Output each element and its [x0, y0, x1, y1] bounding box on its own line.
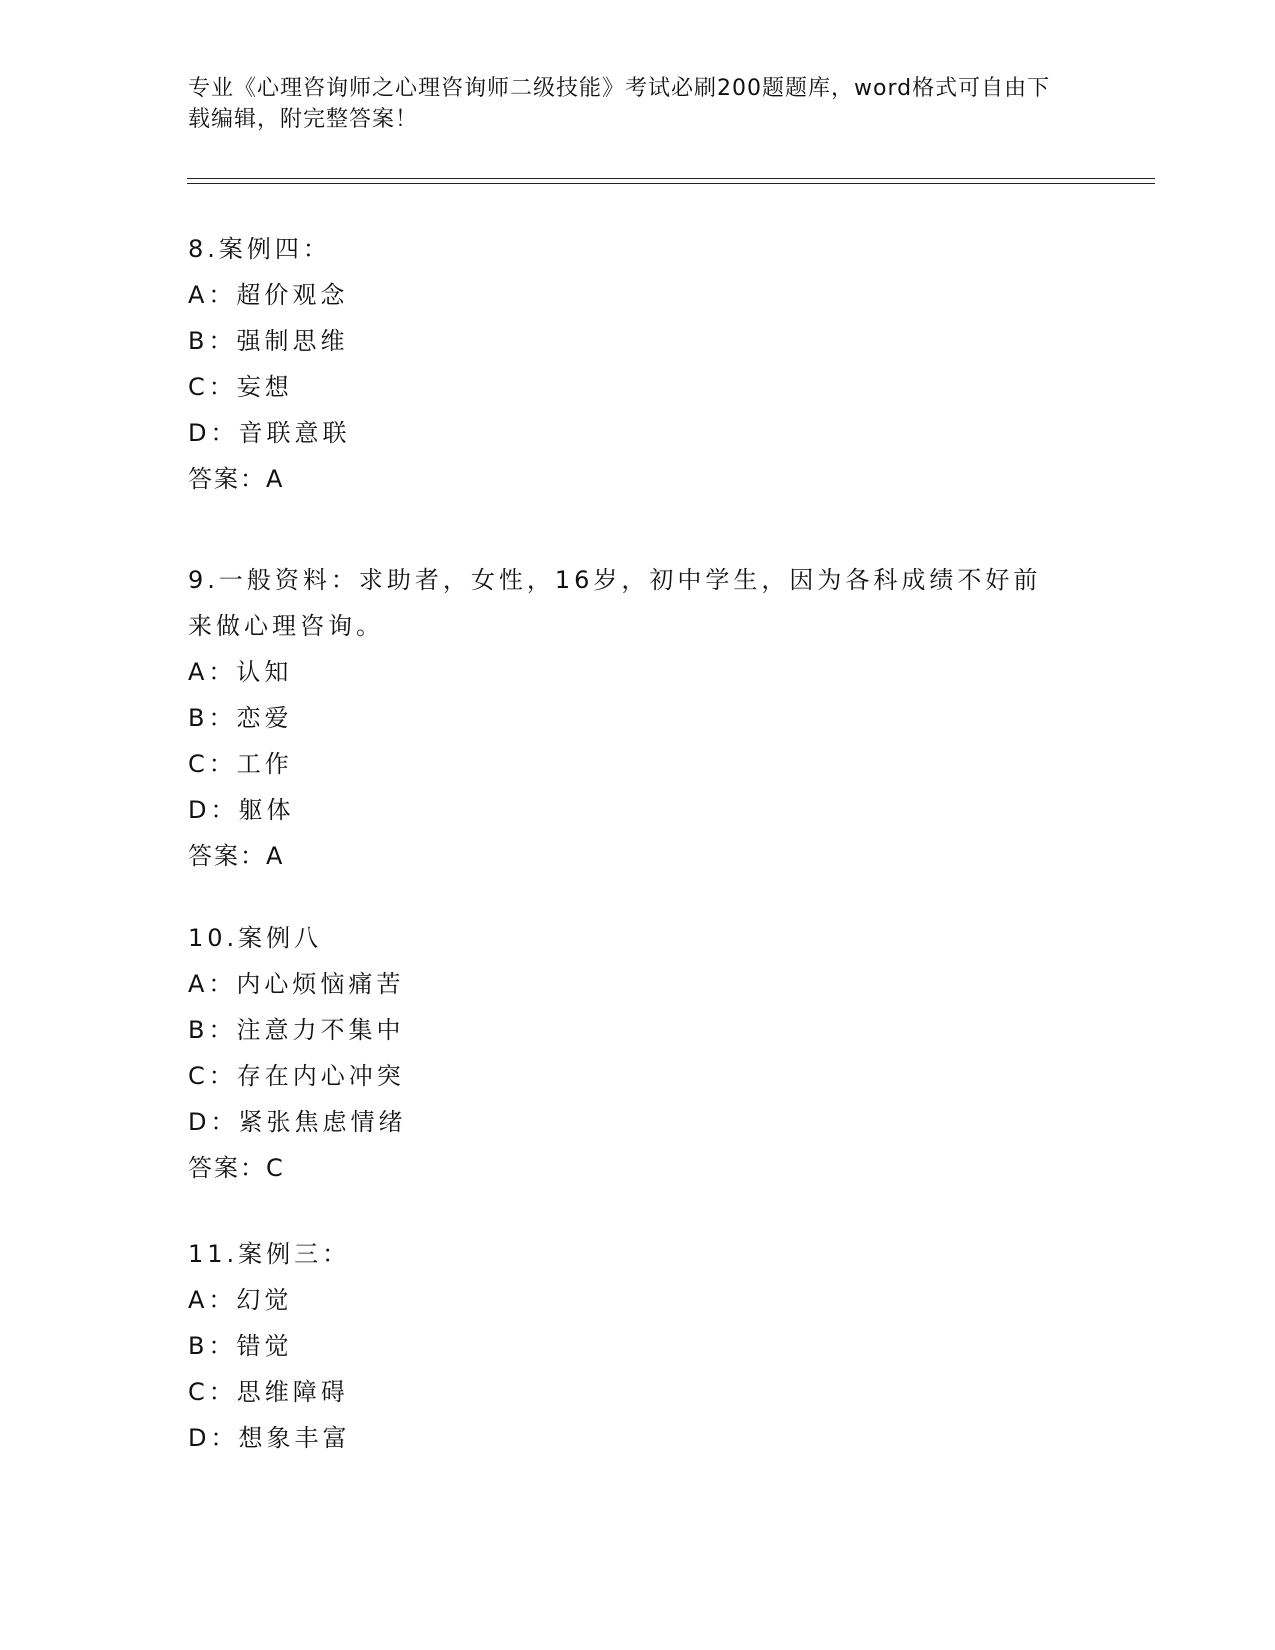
question-10 — [188, 915, 1088, 1191]
answer-line: 答案：A — [188, 465, 285, 493]
header-text: 专业《心理咨询师之心理咨询师二级技能》考试必刷200题题库，word格式可自由下载编辑，附完整答案！ — [188, 76, 1051, 132]
option-c: C：存在内心冲突 — [188, 1062, 405, 1090]
header-divider-bottom — [187, 183, 1155, 184]
question-9 — [188, 557, 1088, 879]
option-b: B：强制思维 — [188, 327, 349, 355]
option-c: C：妄想 — [188, 373, 293, 401]
option-d: D：想象丰富 — [188, 1424, 351, 1452]
option-b: B：恋爱 — [188, 704, 293, 732]
answer-line: 答案：A — [188, 842, 285, 870]
option-b: B：错觉 — [188, 1332, 293, 1360]
document-header — [188, 73, 1068, 135]
option-d: D：音联意联 — [188, 419, 351, 447]
question-stem: 10.案例八 — [188, 924, 323, 952]
question-stem: 9.一般资料：求助者，女性，16岁，初中学生，因为各科成绩不好前来做心理咨询。 — [188, 566, 1042, 640]
option-a: A：超价观念 — [188, 281, 349, 309]
option-d: D：躯体 — [188, 796, 295, 824]
answer-line: 答案：C — [188, 1154, 285, 1182]
question-stem: 8.案例四： — [188, 235, 331, 263]
question-11 — [188, 1231, 1088, 1461]
option-d: D：紧张焦虑情绪 — [188, 1108, 407, 1136]
option-a: A：认知 — [188, 658, 293, 686]
question-8 — [188, 226, 1088, 502]
header-divider-top — [187, 178, 1155, 179]
option-c: C：工作 — [188, 750, 293, 778]
question-stem: 11.案例三： — [188, 1240, 351, 1268]
option-a: A：内心烦恼痛苦 — [188, 970, 405, 998]
option-a: A：幻觉 — [188, 1286, 293, 1314]
option-b: B：注意力不集中 — [188, 1016, 405, 1044]
option-c: C：思维障碍 — [188, 1378, 349, 1406]
